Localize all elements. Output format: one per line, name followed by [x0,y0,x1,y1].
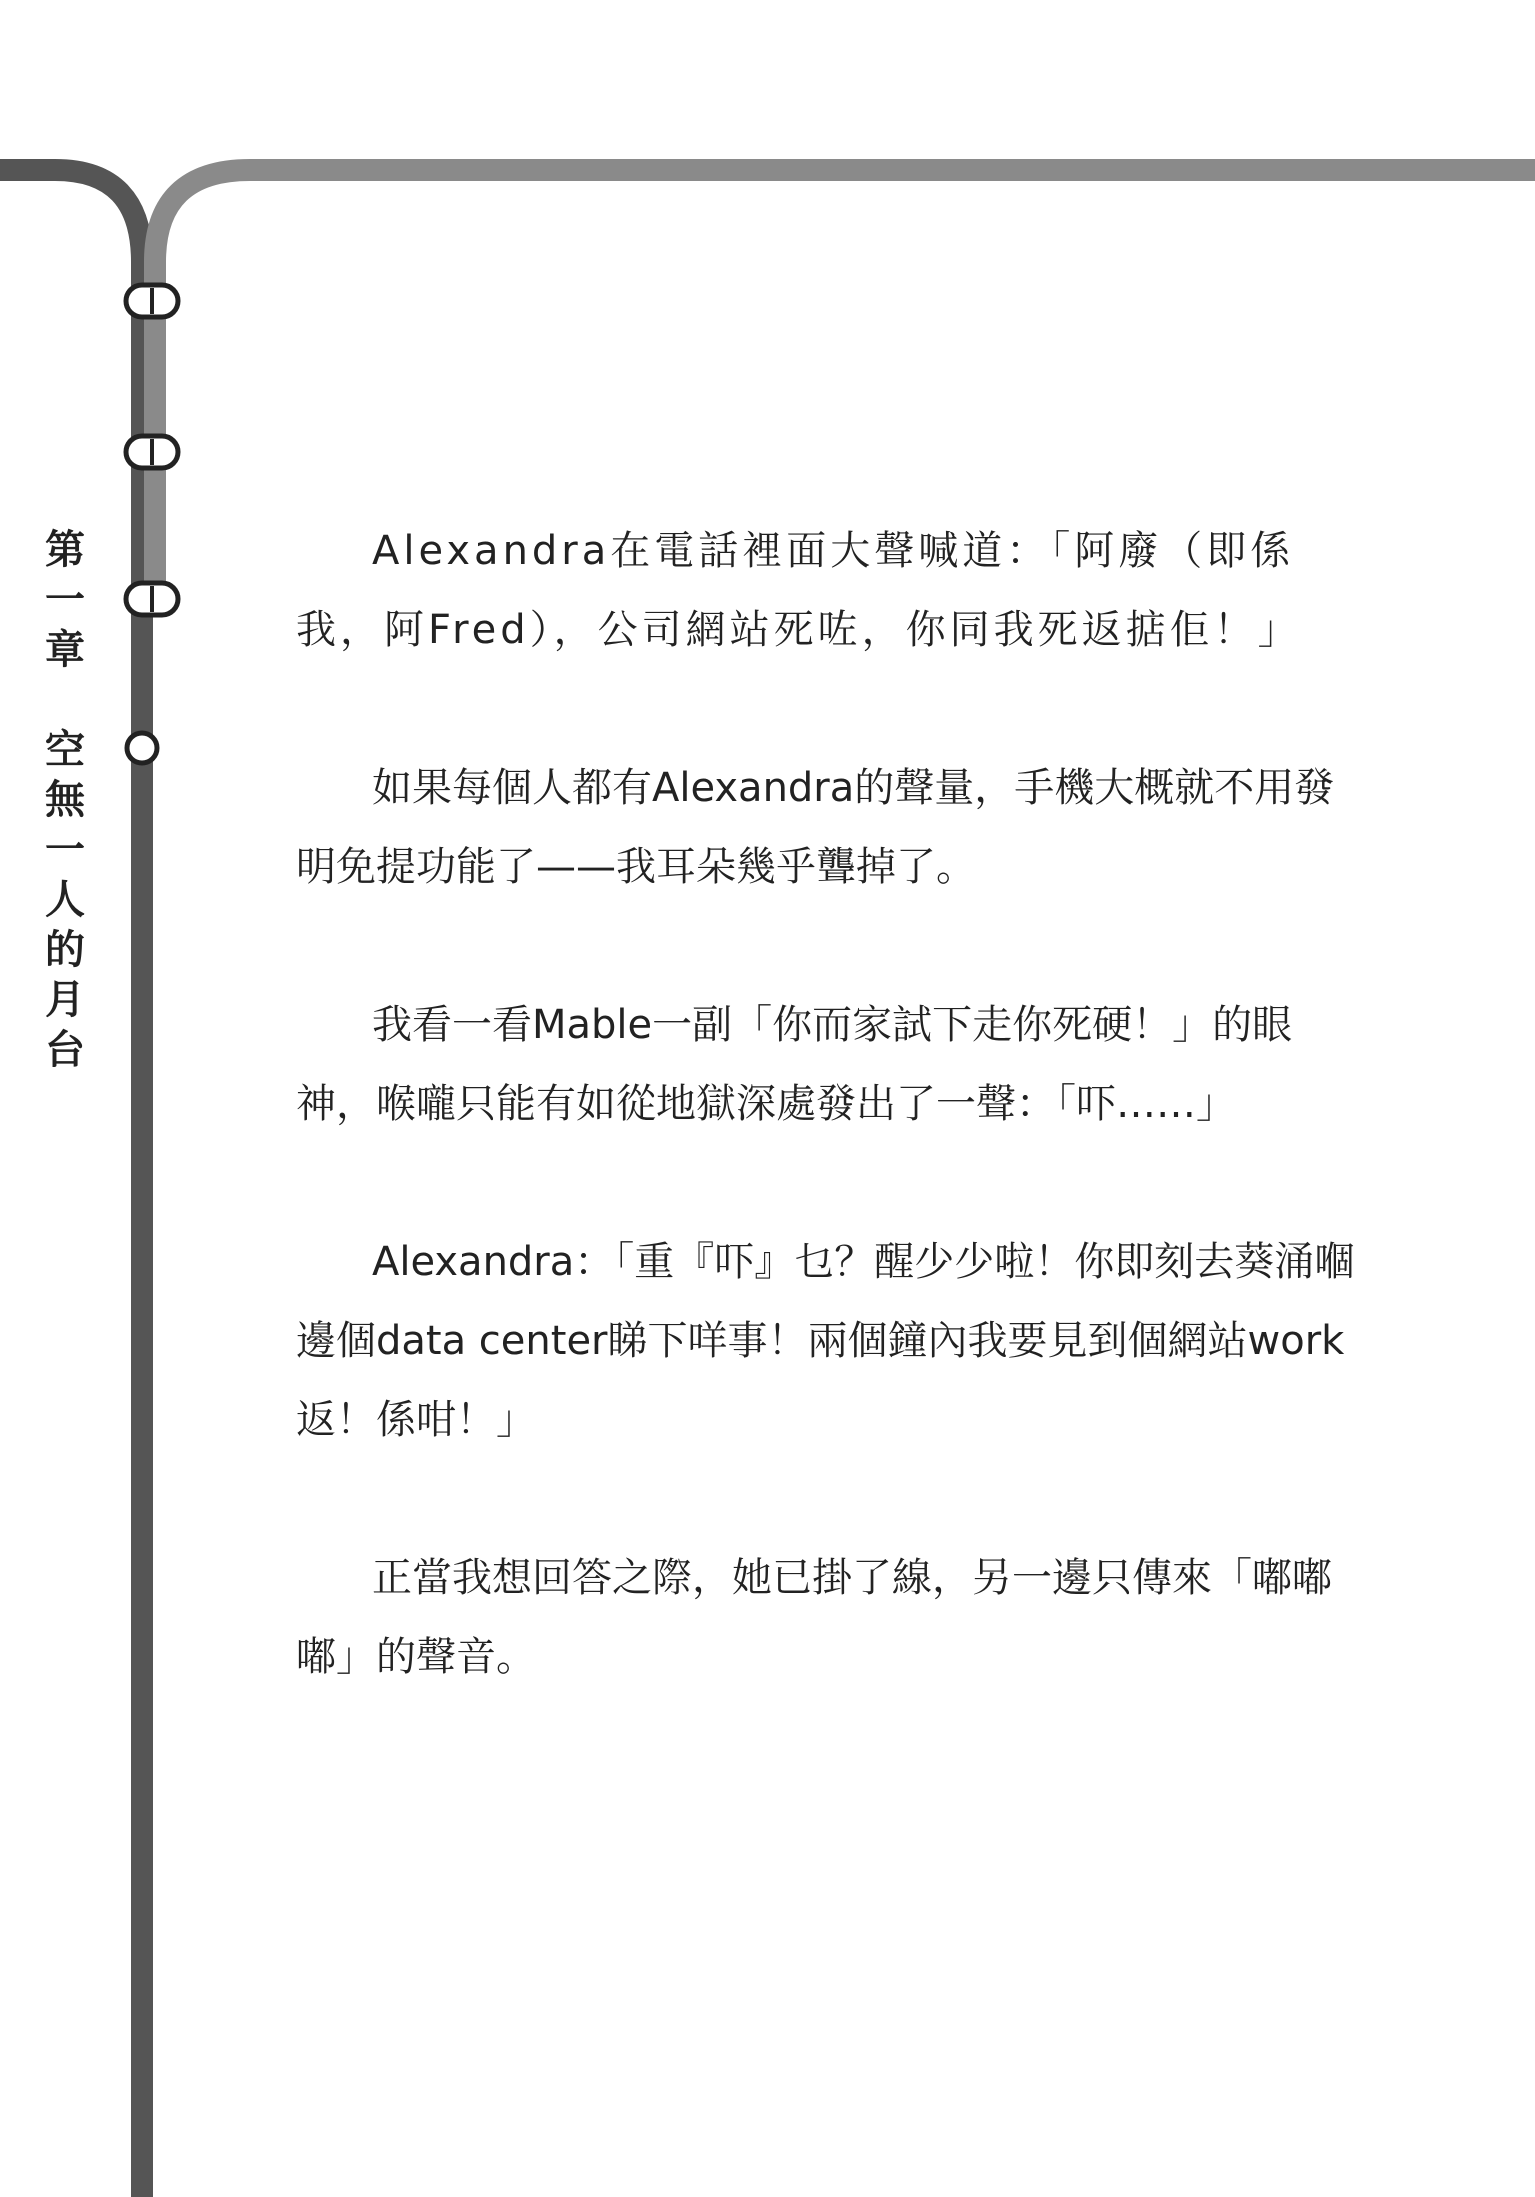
chapter-char: 章 [45,626,85,673]
chapter-char: 第 [45,526,85,573]
station-icon [127,733,157,763]
chapter-char: 月 [45,976,85,1023]
paragraph: Alexandra在電話裡面大聲喊道：「阿廢（即係我，阿Fred），公司網站死咗，你同我死返掂佢！」 [296,528,1302,653]
metro-line-dark [0,170,142,2197]
chapter-char: 無 [45,776,85,823]
chapter-char: 一 [45,826,85,873]
paragraph: 我看一看Mable一副「你而家試下走你死硬！」的眼神，喉嚨只能有如從地獄深處發出了一聲：「吓……」 [296,1002,1293,1127]
station-interchange-icon [126,436,178,468]
station-interchange-icon [126,583,178,615]
paragraph: Alexandra：「重『吓』乜？醒少少啦！你即刻去葵涌嗰邊個data center睇下咩事！兩個鐘內我要見到個網站work返！係咁！」 [296,1239,1355,1443]
chapter-char: 空 [45,726,85,773]
paragraph: 正當我想回答之際，她已掛了線，另一邊只傳來「嘟嘟嘟」的聲音。 [296,1555,1332,1680]
body-text [296,512,1356,1776]
chapter-heading [40,525,90,1075]
station-interchange-icon [126,285,178,317]
chapter-number [40,525,90,675]
chapter-char: 的 [45,926,85,973]
chapter-char: 台 [45,1026,85,1073]
chapter-char: 一 [45,576,85,623]
chapter-name [40,725,90,1075]
paragraph: 如果每個人都有Alexandra的聲量，手機大概就不用發明免提功能了——我耳朵幾乎聾掉了。 [296,765,1335,890]
chapter-char: 人 [45,876,85,923]
